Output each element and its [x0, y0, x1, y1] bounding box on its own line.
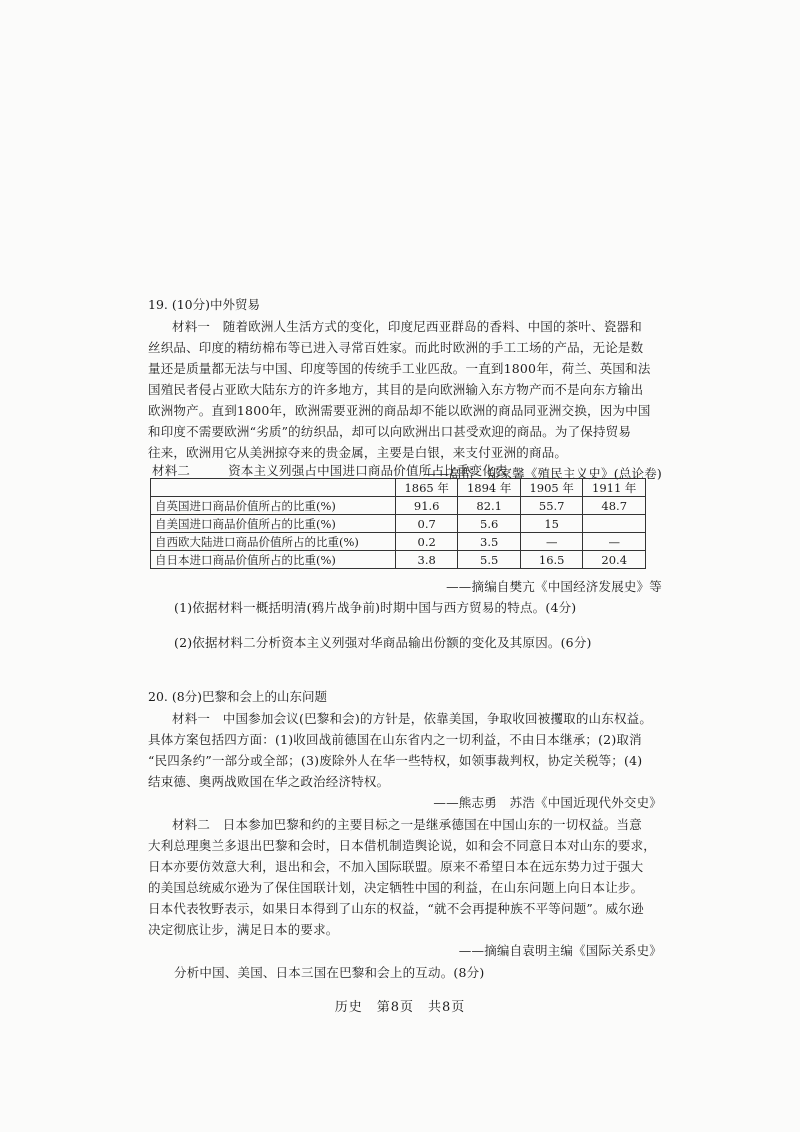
table-cell: 20.4	[583, 551, 646, 569]
table-row	[151, 515, 646, 533]
table-row	[151, 533, 646, 551]
q20-m1-line: 具体方案包括四方面：(1)收回战前德国在山东省内之一切利益，不由日本继承；(2)取消	[148, 732, 642, 747]
q19-m1-source: ——高岱 郑家馨《殖民主义史》(总论卷)	[423, 466, 662, 481]
table-cell: 5.6	[458, 515, 521, 533]
table-cell: 15	[520, 515, 583, 533]
table-year-header: 1911 年	[583, 479, 646, 497]
q20-m1-source: ——熊志勇 苏浩《中国近现代外交史》	[433, 795, 662, 810]
table-cell: 55.7	[520, 497, 583, 515]
table-cell: 48.7	[583, 497, 646, 515]
q19-material-1	[148, 316, 668, 484]
q20-m1-line: “民四条约”一部分或全部；(3)废除外人在华一些特权，如领事裁判权，协定关税等；(4)	[148, 753, 643, 768]
q20-title	[148, 686, 668, 707]
q20-m2-line: 的美国总统威尔逊为了保住国联计划，决定牺牲中国的利益，在山东问题上向日本让步。	[148, 880, 644, 895]
table-cell: 3.5	[458, 533, 521, 551]
table-cell: 0.2	[395, 533, 458, 551]
table-cell: —	[520, 533, 583, 551]
table-row-label: 自日本进口商品价值所占的比重(%)	[151, 551, 396, 569]
q19-question-1: (1)依据材料一概括明清(鸦片战争前)时期中国与西方贸易的特点。(4分)	[174, 600, 577, 615]
q19-m2-title: 材料二 资本主义列强占中国进口商品价值所占比重变化表	[152, 463, 508, 478]
q19-m1-line: 往来，欧洲用它从美洲掠夺来的贵金属，主要是白银，来支付亚洲的商品。	[148, 445, 568, 460]
q20-m2-source: ——摘编自袁明主编《国际关系史》	[458, 943, 662, 958]
q20-m2-line: 日本代表牧野表示，如果日本得到了山东的权益，“就不会再提种族不平等问题”。威尔逊	[148, 901, 644, 916]
q19-m1-line: 量还是质量都无法与中国、印度等国的传统手工业匹敌。一直到1800年，荷兰、英国和法	[148, 361, 651, 376]
table-row-label: 自西欧大陆进口商品价值所占的比重(%)	[151, 533, 396, 551]
table-cell: 3.8	[395, 551, 458, 569]
table-row	[151, 551, 646, 569]
page-footer: 历史 第8页 共8页	[334, 1000, 466, 1015]
table-cell: 16.5	[520, 551, 583, 569]
table-cell	[583, 515, 646, 533]
q20-m2-line: 材料二 日本参加巴黎和约的主要目标之一是继承德国在中国山东的一切权益。当意	[172, 817, 642, 832]
table-cell: 5.5	[458, 551, 521, 569]
table-year-header: 1865 年	[395, 479, 458, 497]
q19-question-2-block	[148, 632, 668, 653]
q19-m1-line: 和印度不需要欧洲“劣质”的纺织品，却可以向欧洲出口甚受欢迎的商品。为了保持贸易	[148, 424, 632, 439]
table-year-header: 1894 年	[458, 479, 521, 497]
table-header-row	[151, 479, 646, 497]
table-cell: 82.1	[458, 497, 521, 515]
table-cell: 0.7	[395, 515, 458, 533]
table-corner-cell	[151, 479, 396, 497]
q20-question-block	[148, 962, 668, 983]
q20-m1-line: 结束德、奥两战败国在华之政治经济特权。	[148, 774, 390, 789]
q20-m1-line: 材料一 中国参加会议(巴黎和会)的方针是，依靠美国，争取收回被攫取的山东权益。	[172, 711, 653, 726]
table-cell: 91.6	[395, 497, 458, 515]
q19-question-2: (2)依据材料二分析资本主义列强对华商品输出份额的变化及其原因。(6分)	[174, 635, 592, 650]
q20-m2-line: 大利总理奥兰多退出巴黎和会时，日本借机制造舆论说，如和会不同意日本对山东的要求，	[148, 838, 657, 853]
import-share-table	[150, 478, 646, 569]
q19-m1-line: 国殖民者侵占亚欧大陆东方的许多地方，其目的是向欧洲输入东方物产而不是向东方输出	[148, 382, 644, 397]
q20-material-1	[148, 708, 668, 813]
q20-title-text: 20. (8分)巴黎和会上的山东问题	[148, 689, 328, 704]
q19-question-1-block	[148, 597, 668, 618]
q20-material-2	[148, 814, 668, 961]
q19-title	[148, 294, 668, 315]
q19-title-text: 19. (10分)中外贸易	[148, 297, 261, 312]
q19-table-source-block	[148, 576, 668, 597]
table-row-label: 自英国进口商品价值所占的比重(%)	[151, 497, 396, 515]
table-cell: —	[583, 533, 646, 551]
table-row	[151, 497, 646, 515]
q19-m1-line: 材料一 随着欧洲人生活方式的变化，印度尼西亚群岛的香料、中国的茶叶、瓷器和	[172, 319, 642, 334]
q20-question: 分析中国、美国、日本三国在巴黎和会上的互动。(8分)	[174, 965, 485, 980]
q20-m2-line: 决定彻底让步，满足日本的要求。	[148, 922, 339, 937]
table-year-header: 1905 年	[520, 479, 583, 497]
table-row-label: 自美国进口商品价值所占的比重(%)	[151, 515, 396, 533]
q19-table-source: ——摘编自樊亢《中国经济发展史》等	[446, 579, 662, 594]
q19-m1-line: 欧洲物产。直到1800年，欧洲需要亚洲的商品却不能以欧洲的商品同亚洲交换，因为中国	[148, 403, 651, 418]
q19-m1-line: 丝织品、印度的精纺棉布等已进入寻常百姓家。而此时欧洲的手工工场的产品，无论是数	[148, 340, 644, 355]
q20-m2-line: 日本亦要仿效意大利，退出和会，不加入国际联盟。原来不希望日本在远东势力过于强大	[148, 859, 644, 874]
